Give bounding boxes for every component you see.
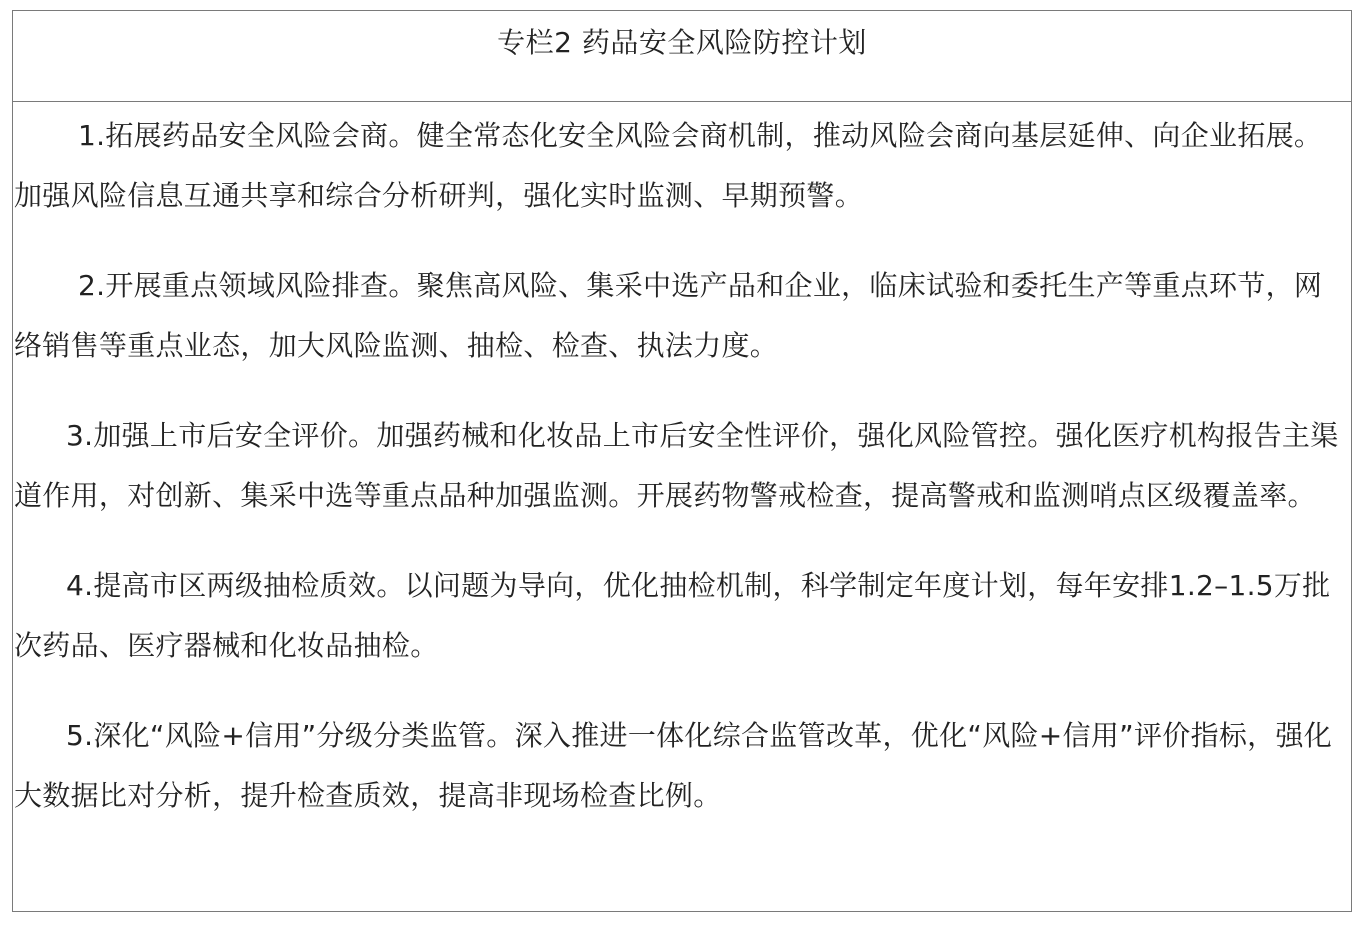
box-content bbox=[13, 102, 1351, 825]
box-title: 专栏2 药品安全风险防控计划 bbox=[13, 11, 1351, 102]
paragraph-4: 4.提高市区两级抽检质效。以问题为导向，优化抽检机制，科学制定年度计划，每年安排1.2–1.5万批次药品、医疗器械和化妆品抽检。 bbox=[14, 569, 1331, 662]
paragraph-3: 3.加强上市后安全评价。加强药械和化妆品上市后安全性评价，强化风险管控。强化医疗机构报告主渠道作用，对创新、集采中选等重点品种加强监测。开展药物警戒检查，提高警戒和监测哨点区级覆盖率。 bbox=[14, 419, 1339, 512]
paragraph-2: 2.开展重点领域风险排查。聚焦高风险、集采中选产品和企业，临床试验和委托生产等重点环节，网络销售等重点业态，加大风险监测、抽检、检查、执法力度。 bbox=[14, 269, 1323, 362]
paragraph-1: 1.拓展药品安全风险会商。健全常态化安全风险会商机制，推动风险会商向基层延伸、向企业拓展。加强风险信息互通共享和综合分析研判，强化实时监测、早期预警。 bbox=[14, 119, 1323, 212]
column-box bbox=[12, 10, 1352, 912]
paragraph-5: 5.深化“风险+信用”分级分类监管。深入推进一体化综合监管改革，优化“风险+信用”评价指标，强化大数据比对分析，提升检查质效，提高非现场检查比例。 bbox=[14, 719, 1333, 812]
